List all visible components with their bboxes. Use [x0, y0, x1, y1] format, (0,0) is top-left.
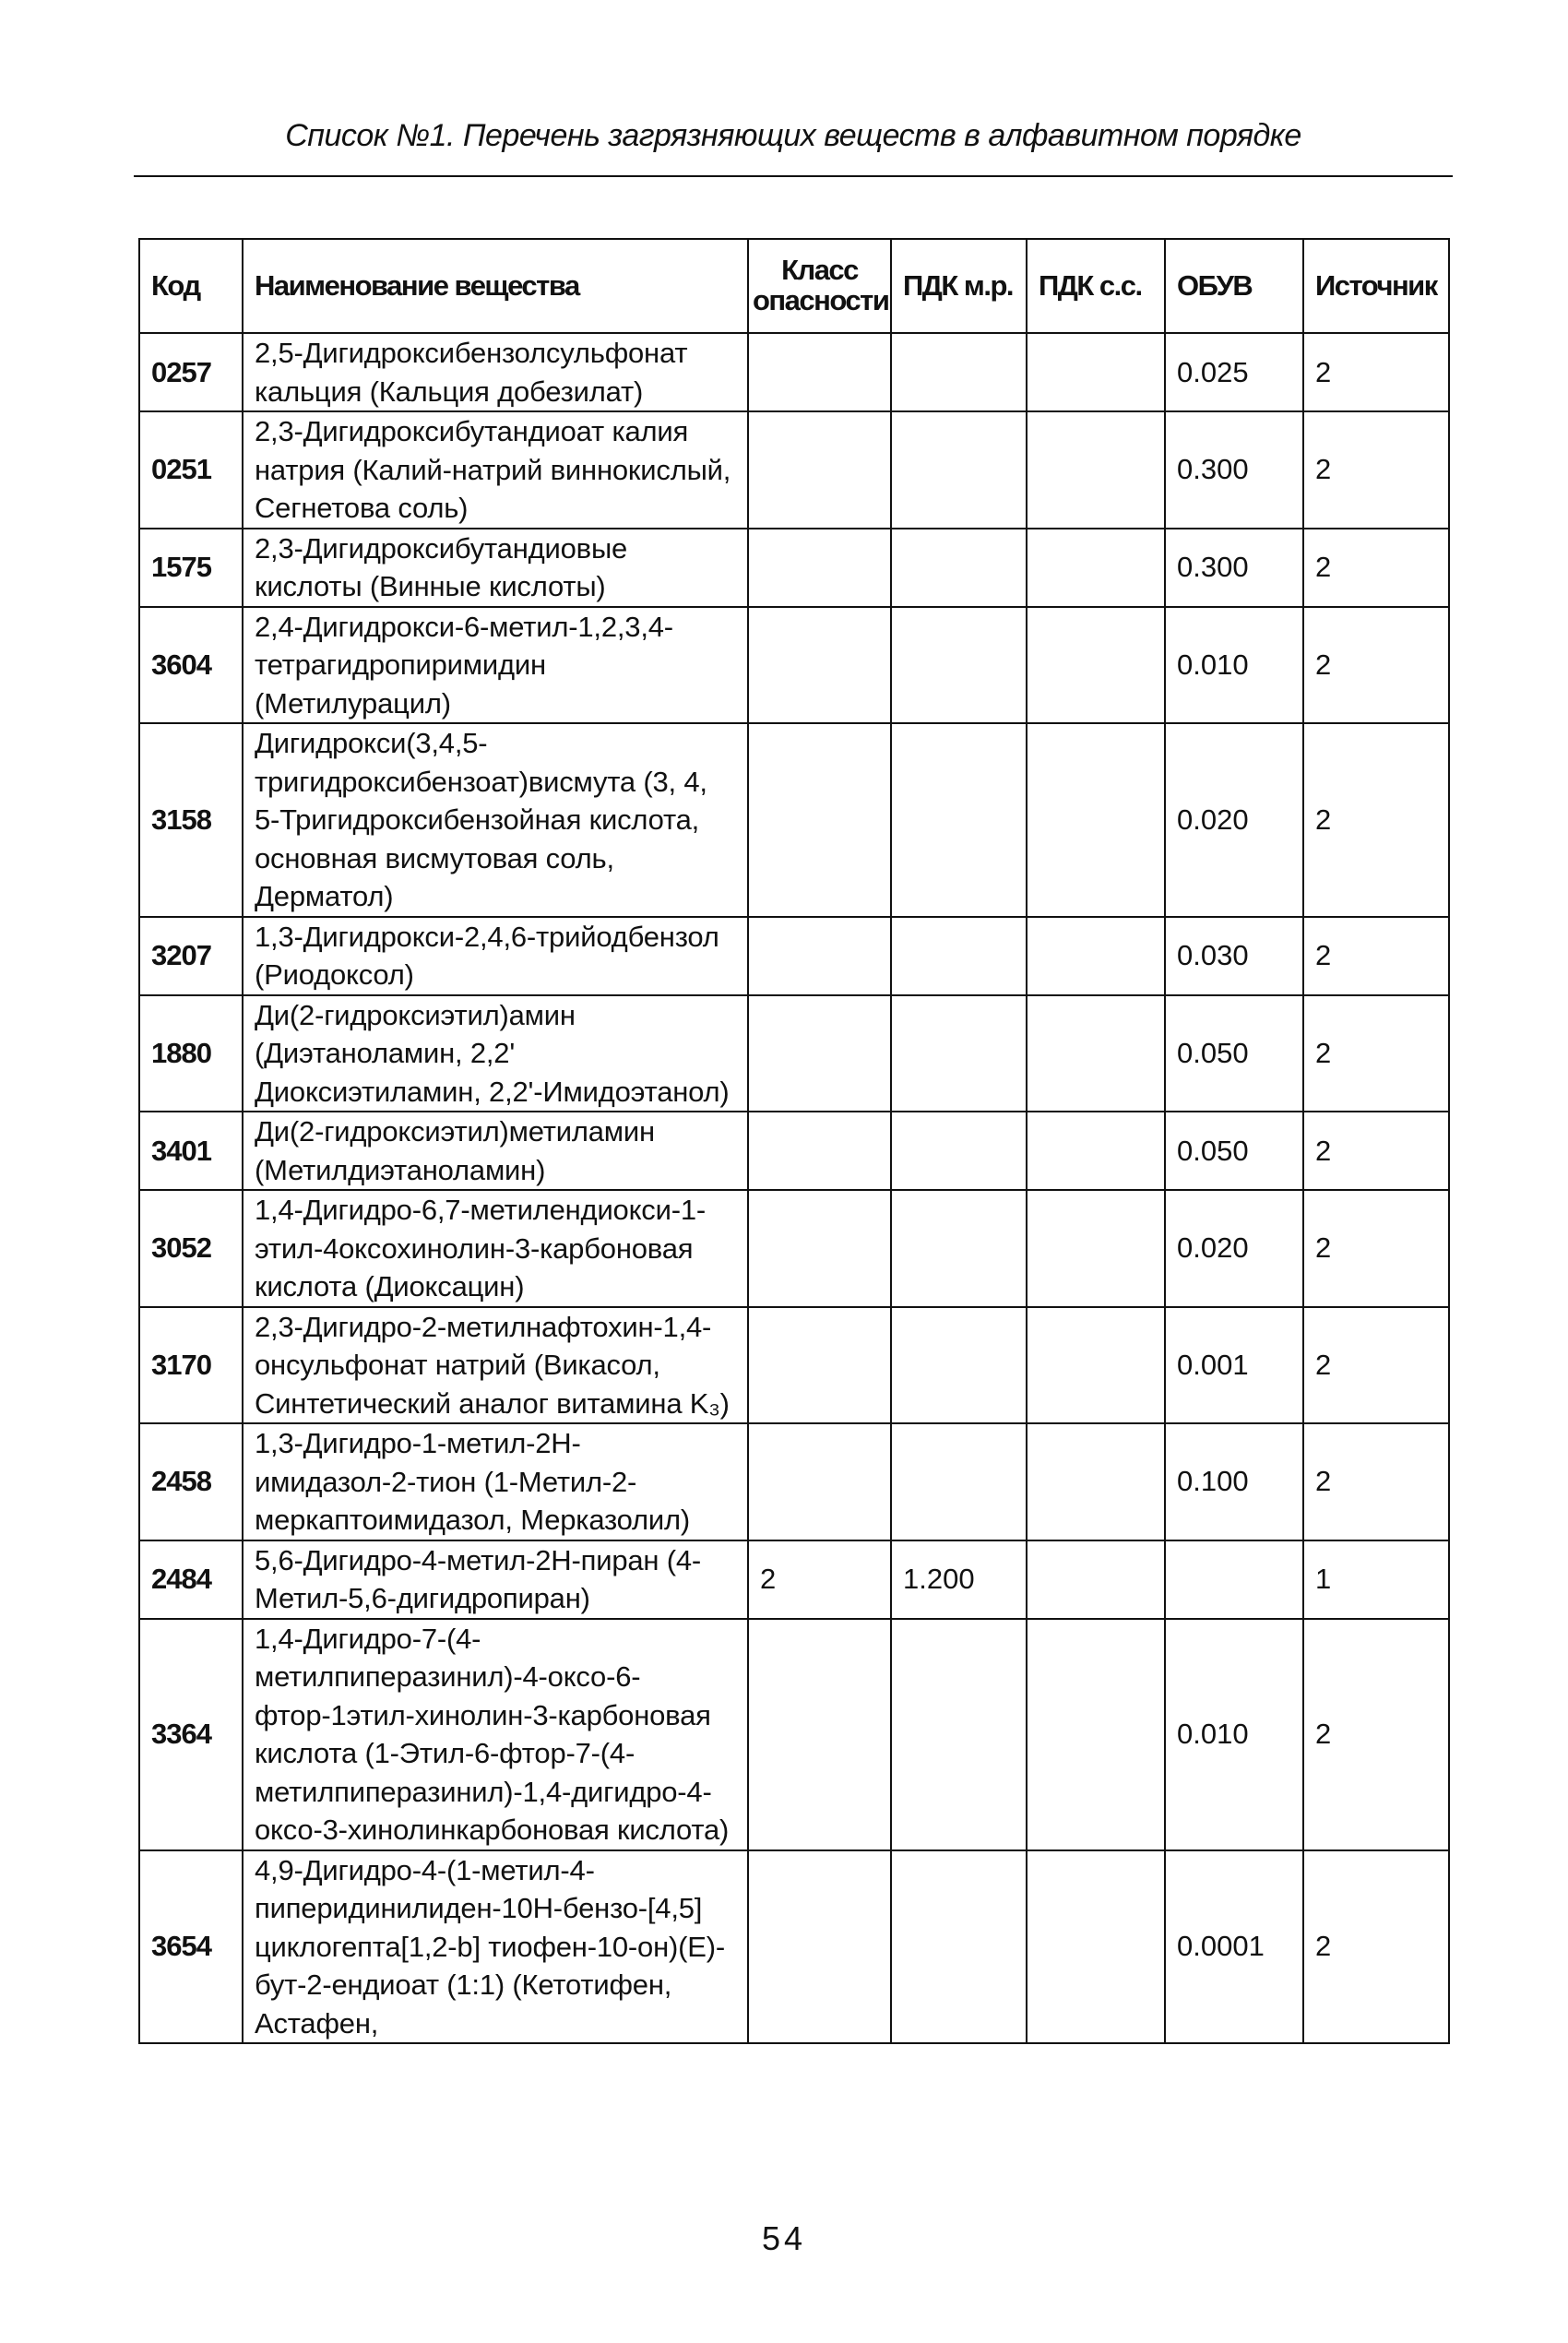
cell-hazard-class	[748, 995, 891, 1112]
cell-name: 2,4-Дигидрокси-6-метил-1,2,3,4-тетрагидропиримидин (Метилурацил)	[243, 607, 748, 724]
cell-hazard-class	[748, 411, 891, 529]
cell-pdk-ss	[1027, 1540, 1165, 1619]
cell-code: 2484	[139, 1540, 243, 1619]
cell-pdk-mr	[891, 995, 1027, 1112]
table-row	[139, 333, 1449, 411]
cell-code: 3654	[139, 1850, 243, 2044]
cell-pdk-mr	[891, 1850, 1027, 2044]
cell-source: 2	[1303, 411, 1449, 529]
table-row	[139, 1190, 1449, 1307]
cell-pdk-ss	[1027, 1112, 1165, 1190]
cell-pdk-ss	[1027, 411, 1165, 529]
cell-source: 2	[1303, 607, 1449, 724]
column-header-pdk-ss: ПДК с.с.	[1027, 239, 1165, 333]
table-row	[139, 529, 1449, 607]
cell-hazard-class	[748, 1190, 891, 1307]
cell-code: 3052	[139, 1190, 243, 1307]
cell-code: 3604	[139, 607, 243, 724]
cell-name: Ди(2-гидроксиэтил)метиламин (Метилдиэтаноламин)	[243, 1112, 748, 1190]
cell-pdk-mr	[891, 1112, 1027, 1190]
table-row	[139, 1307, 1449, 1424]
cell-obuv: 0.001	[1165, 1307, 1303, 1424]
column-header-code: Код	[139, 239, 243, 333]
cell-pdk-ss	[1027, 1307, 1165, 1424]
cell-name: Дигидрокси(3,4,5-тригидроксибензоат)висмута (3, 4, 5-Тригидроксибензойная кислота, основная висмутовая соль, Дерматол)	[243, 723, 748, 917]
cell-pdk-mr	[891, 1307, 1027, 1424]
cell-source: 2	[1303, 1112, 1449, 1190]
cell-source: 2	[1303, 917, 1449, 995]
cell-source: 2	[1303, 333, 1449, 411]
cell-pdk-ss	[1027, 1619, 1165, 1850]
cell-obuv: 0.010	[1165, 1619, 1303, 1850]
cell-pdk-ss	[1027, 333, 1165, 411]
cell-obuv: 0.020	[1165, 1190, 1303, 1307]
cell-pdk-ss	[1027, 529, 1165, 607]
cell-obuv: 0.300	[1165, 411, 1303, 529]
cell-name: 1,4-Дигидро-6,7-метилендиокси-1-этил-4оксохинолин-3-карбоновая кислота (Диоксацин)	[243, 1190, 748, 1307]
table-row	[139, 607, 1449, 724]
cell-code: 2458	[139, 1423, 243, 1540]
cell-name: 1,3-Дигидро-1-метил-2H-имидазол-2-тион (1-Метил-2-меркаптоимидазол, Мерказолил)	[243, 1423, 748, 1540]
cell-pdk-ss	[1027, 1190, 1165, 1307]
cell-obuv	[1165, 1540, 1303, 1619]
table-row	[139, 995, 1449, 1112]
cell-hazard-class	[748, 1423, 891, 1540]
cell-pdk-mr	[891, 607, 1027, 724]
cell-hazard-class	[748, 607, 891, 724]
cell-source: 2	[1303, 1307, 1449, 1424]
header-divider	[134, 175, 1453, 177]
cell-pdk-mr	[891, 1190, 1027, 1307]
cell-hazard-class	[748, 917, 891, 995]
table-row	[139, 723, 1449, 917]
cell-hazard-class	[748, 723, 891, 917]
cell-pdk-mr	[891, 333, 1027, 411]
cell-pdk-ss	[1027, 917, 1165, 995]
cell-hazard-class	[748, 333, 891, 411]
cell-pdk-ss	[1027, 1423, 1165, 1540]
cell-pdk-ss	[1027, 607, 1165, 724]
table-header-row	[139, 239, 1449, 333]
cell-code: 1880	[139, 995, 243, 1112]
table-row	[139, 1619, 1449, 1850]
cell-name: 1,3-Дигидрокси-2,4,6-трийодбензол (Риодоксол)	[243, 917, 748, 995]
cell-source: 2	[1303, 723, 1449, 917]
column-header-pdk-mr: ПДК м.р.	[891, 239, 1027, 333]
cell-obuv: 0.030	[1165, 917, 1303, 995]
cell-name: 2,3-Дигидроксибутандиовые кислоты (Винные кислоты)	[243, 529, 748, 607]
cell-hazard-class	[748, 1850, 891, 2044]
cell-name: 2,3-Дигидро-2-метилнафтохин-1,4-онсульфонат натрий (Викасол, Синтетический аналог витамина K₃)	[243, 1307, 748, 1424]
cell-hazard-class	[748, 1307, 891, 1424]
cell-code: 3170	[139, 1307, 243, 1424]
table-row	[139, 1112, 1449, 1190]
cell-pdk-mr	[891, 917, 1027, 995]
column-header-name: Наименование вещества	[243, 239, 748, 333]
cell-source: 2	[1303, 995, 1449, 1112]
table-row	[139, 411, 1449, 529]
cell-code: 3207	[139, 917, 243, 995]
cell-source: 2	[1303, 1619, 1449, 1850]
cell-obuv: 0.0001	[1165, 1850, 1303, 2044]
table-row	[139, 917, 1449, 995]
cell-name: 4,9-Дигидро-4-(1-метил-4-пиперидинилиден-10H-бензо-[4,5] циклогепта[1,2-b] тиофен-10-он)(E)-бут-2-ендиоат (1:1) (Кетотифен, Астафен,	[243, 1850, 748, 2044]
cell-pdk-mr	[891, 1423, 1027, 1540]
pollutants-table	[138, 238, 1450, 2044]
cell-name: 2,5-Дигидроксибензолсульфонат кальция (Кальция добезилат)	[243, 333, 748, 411]
cell-pdk-mr	[891, 723, 1027, 917]
table-row	[139, 1540, 1449, 1619]
table-row	[139, 1850, 1449, 2044]
cell-hazard-class	[748, 1619, 891, 1850]
cell-source: 1	[1303, 1540, 1449, 1619]
cell-source: 2	[1303, 1850, 1449, 2044]
cell-pdk-ss	[1027, 1850, 1165, 2044]
cell-code: 0251	[139, 411, 243, 529]
cell-pdk-ss	[1027, 723, 1165, 917]
cell-source: 2	[1303, 529, 1449, 607]
column-header-obuv: ОБУВ	[1165, 239, 1303, 333]
cell-code: 3158	[139, 723, 243, 917]
cell-obuv: 0.010	[1165, 607, 1303, 724]
cell-code: 3401	[139, 1112, 243, 1190]
page-number: 54	[761, 2219, 807, 2257]
cell-code: 3364	[139, 1619, 243, 1850]
cell-hazard-class	[748, 529, 891, 607]
cell-obuv: 0.100	[1165, 1423, 1303, 1540]
cell-name: 2,3-Дигидроксибутандиоат калия натрия (Калий-натрий виннокислый, Сегнетова соль)	[243, 411, 748, 529]
cell-pdk-mr	[891, 529, 1027, 607]
cell-pdk-ss	[1027, 995, 1165, 1112]
cell-pdk-mr	[891, 411, 1027, 529]
cell-obuv: 0.020	[1165, 723, 1303, 917]
cell-obuv: 0.025	[1165, 333, 1303, 411]
cell-name: 5,6-Дигидро-4-метил-2H-пиран (4-Метил-5,6-дигидропиран)	[243, 1540, 748, 1619]
cell-obuv: 0.300	[1165, 529, 1303, 607]
page-header: Список №1. Перечень загрязняющих веществ в алфавитном порядке	[285, 118, 1301, 153]
column-header-source: Источник	[1303, 239, 1449, 333]
cell-pdk-mr	[891, 1619, 1027, 1850]
cell-source: 2	[1303, 1423, 1449, 1540]
cell-source: 2	[1303, 1190, 1449, 1307]
cell-name: 1,4-Дигидро-7-(4-метилпиперазинил)-4-оксо-6-фтор-1этил-хинолин-3-карбоновая кислота (1-Этил-6-фтор-7-(4-метилпиперазинил)-1,4-дигидро-4-оксо-3-хинолинкарбоновая кислота)	[243, 1619, 748, 1850]
cell-pdk-mr: 1.200	[891, 1540, 1027, 1619]
cell-obuv: 0.050	[1165, 995, 1303, 1112]
cell-obuv: 0.050	[1165, 1112, 1303, 1190]
cell-name: Ди(2-гидроксиэтил)амин (Диэтаноламин, 2,2' Диоксиэтиламин, 2,2'-Имидоэтанол)	[243, 995, 748, 1112]
cell-hazard-class: 2	[748, 1540, 891, 1619]
table-row	[139, 1423, 1449, 1540]
cell-hazard-class	[748, 1112, 891, 1190]
cell-code: 0257	[139, 333, 243, 411]
column-header-hazard-class: Класс опасности	[748, 239, 891, 333]
cell-code: 1575	[139, 529, 243, 607]
